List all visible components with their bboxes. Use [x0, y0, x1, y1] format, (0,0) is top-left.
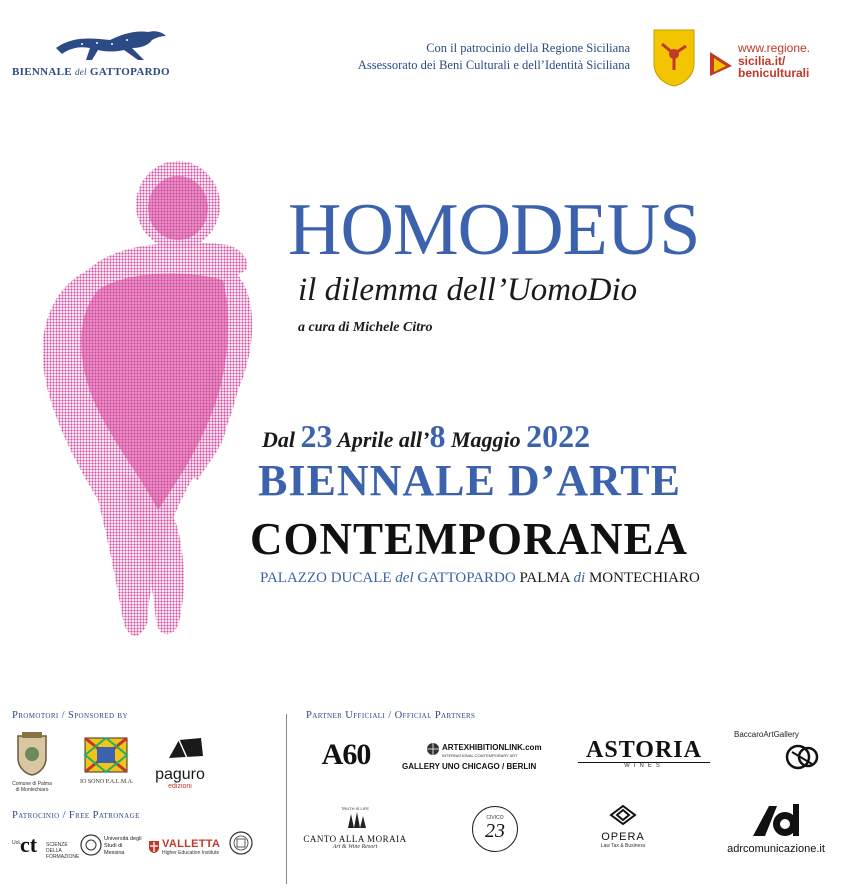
ct-scienze-formazione-logo [12, 832, 80, 864]
moraia-sub: Art & Wine Resort [332, 844, 378, 850]
baccaro-art-gallery-logo [734, 730, 850, 780]
baccaro-mark-icon [784, 740, 820, 774]
comune-palma-logo [10, 730, 54, 796]
valletta-shield-icon [148, 840, 160, 854]
biennale-arte-heading: BIENNALE D’ARTE [258, 456, 681, 505]
promotori-label: Promotori / Sponsored by [12, 710, 128, 721]
globe-icon [426, 742, 440, 756]
ct-prefix: UoL [12, 840, 22, 846]
brand-name-a: BIENNALE [12, 66, 72, 78]
exhibition-title: HOMODEUS [288, 189, 700, 271]
opera-name: OPERA [601, 831, 645, 843]
universita-messina-logo [80, 834, 144, 864]
web-line-2: sicilia.it/ [738, 53, 786, 68]
opera-sub: Law Tax & Business [600, 843, 646, 849]
artex-gallery: GALLERY UNO CHICAGO / BERLIN [402, 762, 537, 771]
opera-knot-icon [608, 804, 638, 826]
civico-23-logo [472, 806, 518, 852]
valletta-name: VALLETTA [162, 838, 221, 850]
patronage-line-2: Assessorato dei Beni Culturali e dell’Identità Siciliana [357, 58, 630, 72]
dates-to-month: Maggio [450, 427, 521, 452]
ct-mark: ct [20, 832, 38, 857]
canto-alla-moraia-logo [300, 806, 410, 856]
adr-mark-icon [749, 802, 803, 838]
astoria-wines-logo [578, 738, 710, 772]
patronage-text [358, 40, 630, 74]
contemporanea-heading: CONTEMPORANEA [250, 514, 688, 564]
web-line-1: www.regione. [738, 41, 811, 55]
artex-sub: INTERNATIONAL CONTEMPORARY ART [442, 753, 518, 758]
adr-url[interactable]: adrcomunicazione.it [727, 843, 825, 855]
brand-name-b: del [74, 67, 87, 77]
patronage-line-1: Con il patrocinio della Regione Siciliana [426, 41, 630, 55]
dates-prefix: Dal [262, 427, 295, 452]
unime-name: Università degli Studi di Messina [104, 836, 142, 856]
exhibition-location [260, 570, 700, 587]
dates-year: 2022 [526, 418, 591, 454]
baccaro-name: BaccaroArtGallery [734, 730, 799, 739]
artexhibitionlink-logo [400, 740, 560, 776]
dates-from-month: Aprile all’ [337, 427, 430, 452]
location-a: PALAZZO DUCALE [260, 570, 392, 586]
regione-siciliana-coat-of-arms-icon [652, 28, 696, 88]
crest-seal-icon [228, 830, 254, 860]
dates-to-day: 8 [429, 418, 446, 454]
comune-name: Comune di Palma di Montechiaro [12, 781, 52, 793]
valletta-logo [148, 838, 222, 862]
exhibition-dates [262, 418, 590, 455]
palma-square-icon [83, 736, 129, 774]
a60-logo: A60 [321, 738, 371, 771]
moraia-top: TRUTH IS LIFE [340, 806, 369, 811]
crouching-figure-illustration [28, 150, 288, 650]
paguro-name: paguro [155, 766, 205, 783]
adr-comunicazione-logo [716, 802, 836, 860]
curator-credit: a cura di Michele Citro [298, 320, 433, 335]
moraia-cypress-icon [342, 811, 368, 829]
location-f: MONTECHIARO [588, 570, 700, 586]
paguro-logo [148, 736, 212, 798]
opera-logo [592, 804, 654, 860]
partners-label: Partner Ufficiali / Official Partners [306, 710, 476, 721]
footer-divider [286, 714, 287, 884]
brand-name-c: GATTOPARDO [89, 66, 170, 78]
location-d: PALMA [519, 570, 570, 586]
biennale-gattopardo-logo [12, 24, 172, 84]
patrocinio-label: Patrocinio / Free Patronage [12, 810, 140, 821]
astoria-name: ASTORIA [578, 738, 710, 763]
civico-number: 23 [485, 820, 505, 842]
paguro-sub: edizioni [168, 783, 192, 790]
location-c: GATTOPARDO [417, 570, 516, 586]
location-b: del [395, 570, 414, 586]
astoria-sub: WINES [624, 763, 664, 769]
regione-triangle-icon [708, 48, 734, 78]
ct-sub: SCIENZE DELLA FORMAZIONE [46, 842, 80, 860]
io-sono-palma-name: IO SONO P.A.L.M.A. [80, 779, 134, 785]
paguro-shell-icon [165, 736, 205, 762]
unime-seal-icon [80, 834, 102, 856]
io-sono-palma-logo [80, 736, 132, 784]
regione-sicilia-beniculturali-logo[interactable] [708, 42, 848, 82]
exhibition-subtitle: il dilemma dell’UomoDio [298, 272, 638, 308]
comune-crest-icon [12, 730, 52, 776]
valletta-sub: Higher Education Institute [162, 850, 220, 856]
civico-label: CIVICO [486, 815, 504, 821]
moraia-name: CANTO ALLA MORAIA [303, 834, 407, 844]
dates-from-day: 23 [300, 418, 333, 454]
artex-name: ARTEXHIBITIONLINK.com [442, 743, 542, 752]
leopard-icon [52, 24, 170, 64]
web-line-3: beniculturali [738, 66, 810, 80]
location-e: di [573, 570, 586, 586]
